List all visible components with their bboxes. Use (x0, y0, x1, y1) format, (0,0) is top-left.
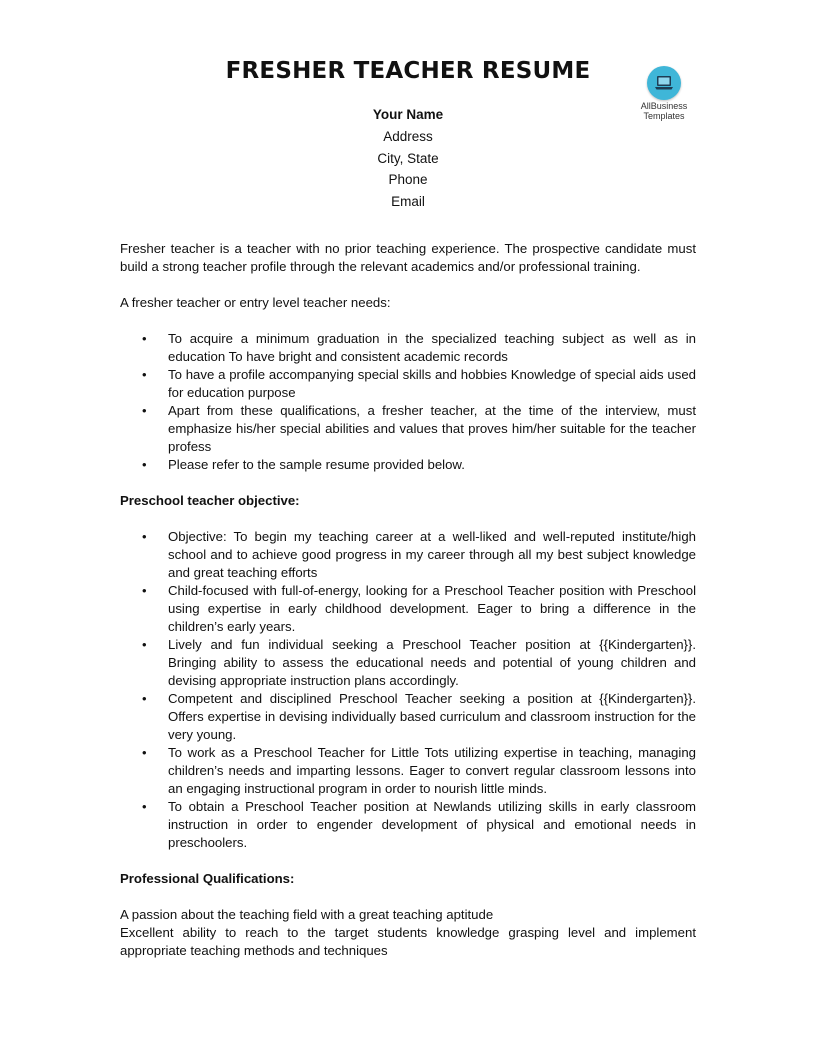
list-item-text: Lively and fun individual seeking a Preschool Teacher position at {{Kindergarten}}. Bringing ability to assess the educational needs and potential of young children and devising appropriate instruction plans accordingly. (168, 637, 696, 688)
list-item (120, 744, 696, 798)
list-item (120, 636, 696, 690)
contact-name: Your Name (372, 107, 444, 122)
list-item-text: Child-focused with full-of-energy, looking for a Preschool Teacher position with Preschool using expertise in early childhood development. Eager to bring a difference in the children’s early years. (168, 583, 696, 634)
list-item-text: Competent and disciplined Preschool Teacher seeking a position at {{Kindergarten}}. Offers expertise in devising individually based curriculum and classroom instruction for the very young. (168, 691, 696, 742)
qualifications-heading: Professional Qualifications: (120, 871, 295, 886)
needs-list (120, 330, 696, 474)
bullet-icon: • (142, 745, 147, 760)
list-item-text: Please refer to the sample resume provided below. (168, 457, 465, 472)
bullet-icon: • (142, 457, 147, 472)
list-item-text: Objective: To begin my teaching career at a well-liked and well-reputed institute/high school and to achieve good progress in my career through all my best subject knowledge and great teaching efforts (168, 529, 696, 580)
contact-block (0, 101, 816, 213)
objectives-list (120, 528, 696, 852)
bullet-icon: • (142, 331, 147, 346)
list-item (120, 402, 696, 456)
qualification-line: Excellent ability to reach to the target students knowledge grasping level and implement appropriate teaching methods and techniques (120, 925, 696, 958)
list-item-text: To acquire a minimum graduation in the specialized teaching subject as well as in education To have bright and consistent academic records (168, 331, 696, 364)
bullet-icon: • (142, 583, 147, 598)
document-title: FRESHER TEACHER RESUME (225, 58, 591, 84)
bullet-icon: • (142, 367, 147, 382)
list-item-text: To work as a Preschool Teacher for Little Tots utilizing expertise in teaching, managing children’s needs and imparting lessons. Eager to convert regular classroom lessons into an engaging instructional program in order to nourish little minds. (168, 745, 696, 796)
list-item (120, 798, 696, 852)
bullet-icon: • (142, 403, 147, 418)
bullet-icon: • (142, 691, 147, 706)
bullet-icon: • (142, 529, 147, 544)
list-item (120, 690, 696, 744)
bullet-icon: • (142, 637, 147, 652)
list-item-text: Apart from these qualifications, a fresher teacher, at the time of the interview, must emphasize his/her special abilities and values that proves him/her suitable for the teacher profess (168, 403, 696, 454)
logo-line-2: Templates (643, 110, 685, 121)
logo-line-1: AllBusiness (640, 101, 688, 111)
contact-email: Email (391, 194, 425, 210)
bullet-icon: • (142, 799, 147, 814)
list-item (120, 366, 696, 402)
qualifications-block (120, 906, 696, 960)
list-item-text: To obtain a Preschool Teacher position at Newlands utilizing skills in early classroom instruction in order to engender development of physical and emotional needs in preschoolers. (168, 799, 696, 850)
needs-heading: A fresher teacher or entry level teacher needs: (120, 295, 391, 310)
intro-paragraph: Fresher teacher is a teacher with no prior teaching experience. The prospective candidate must build a strong teacher profile through the relevant academics and/or professional training. (120, 241, 696, 274)
document-body (120, 240, 696, 960)
list-item (120, 456, 696, 474)
contact-address: Address (383, 128, 433, 144)
objective-heading: Preschool teacher objective: (120, 493, 300, 508)
list-item-text: To have a profile accompanying special skills and hobbies Knowledge of special aids used for education purpose (168, 367, 696, 400)
list-item (120, 528, 696, 582)
list-item (120, 330, 696, 366)
qualification-line: A passion about the teaching field with a great teaching aptitude (120, 907, 494, 922)
contact-city-state: City, State (377, 150, 439, 166)
laptop-icon (647, 66, 681, 100)
contact-phone: Phone (388, 172, 428, 188)
list-item (120, 582, 696, 636)
